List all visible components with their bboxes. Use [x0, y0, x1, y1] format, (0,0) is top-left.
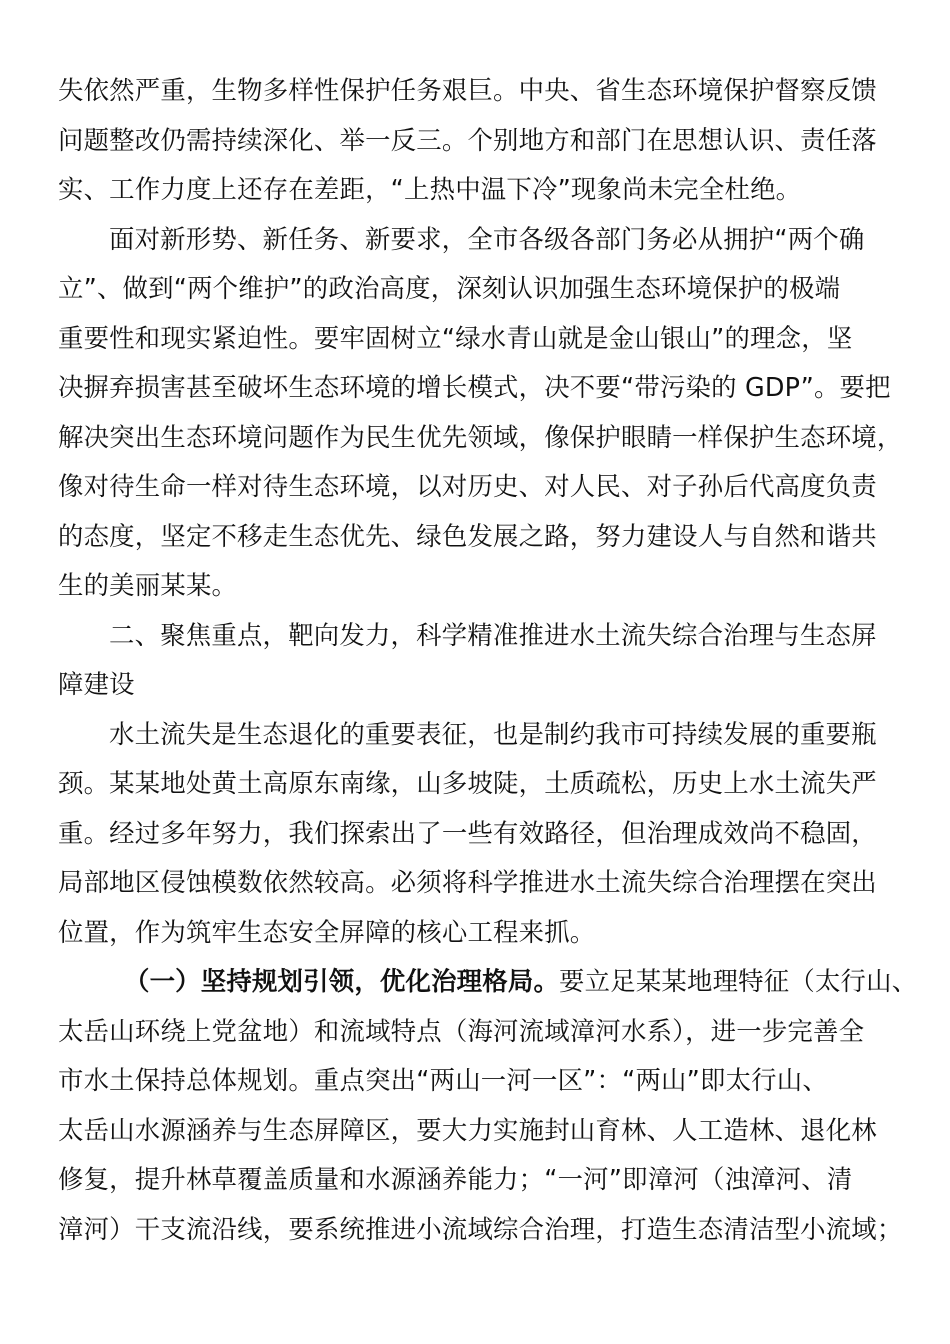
bold-subheading: （一）坚持规划引领，优化治理格局。	[124, 966, 560, 996]
text-line: 市水土保持总体规划。重点突出“两山一河一区”：“两山”即太行山、	[58, 1065, 828, 1095]
text-line: 的态度，坚定不移走生态优先、绿色发展之路，努力建设人与自然和谐共	[58, 520, 877, 551]
text-line: 决摒弃损害甚至破坏生态环境的增长模式，决不要“带污染的 GDP”。要把	[58, 372, 891, 402]
paragraph-start-line: 水土流失是生态退化的重要表征，也是制约我市可持续发展的重要瓶	[109, 718, 877, 749]
document-body	[58, 66, 918, 1254]
subheading-continuation: 要立足某某地理特征（太行山、	[559, 966, 918, 996]
text-line: 颈。某某地处黄土高原东南缘，山多坡陡，土质疏松，历史上水土流失严	[58, 768, 877, 798]
paragraph-start-line: 面对新形势、新任务、新要求，全市各级各部门务必从拥护“两个确	[109, 223, 865, 254]
text-line: 解决突出生态环境问题作为民生优先领域，像保护眼睛一样保护生态环境，	[58, 421, 903, 452]
text-line: 重要性和现实紧迫性。要牢固树立“绿水青山就是金山银山”的理念，坚	[58, 322, 853, 353]
text-line: 局部地区侵蚀模数依然较高。必须将科学推进水土流失综合治理摆在突出	[58, 867, 877, 897]
text-line: 失依然严重，生物多样性保护任务艰巨。中央、省生态环境保护督察反馈	[58, 75, 877, 105]
text-line: 修复，提升林草覆盖质量和水源涵养能力；“一河”即漳河（浊漳河、清	[58, 1164, 853, 1194]
text-line: 像对待生命一样对待生态环境，以对历史、对人民、对子孙后代高度负责	[58, 471, 877, 501]
text-line: 问题整改仍需持续深化、举一反三。个别地方和部门在思想认识、责任落	[58, 124, 877, 155]
text-line: 实、工作力度上还存在差距，“上热中温下冷”现象尚未完全杜绝。	[58, 174, 802, 204]
section-heading-line: 障建设	[58, 669, 135, 699]
text-line: 太岳山水源涵养与生态屏障区，要大力实施封山育林、人工造林、退化林	[58, 1114, 877, 1145]
text-line: 重。经过多年努力，我们探索出了一些有效路径，但治理成效尚不稳固，	[58, 817, 877, 848]
text-line: 生的美丽某某。	[58, 570, 238, 600]
text-line: 立”、做到“两个维护”的政治高度，深刻认识加强生态环境保护的极端	[58, 273, 841, 303]
subheading-line	[58, 957, 918, 1007]
section-heading-line: 二、聚焦重点，靶向发力，科学精准推进水土流失综合治理与生态屏	[109, 619, 877, 650]
text-line: 太岳山环绕上党盆地）和流域特点（海河流域漳河水系），进一步完善全	[58, 1015, 865, 1046]
text-line: 位置，作为筑牢生态安全屏障的核心工程来抓。	[58, 916, 596, 947]
text-line: 漳河）干支流沿线，要系统推进小流域综合治理，打造生态清洁型小流域；	[58, 1213, 903, 1244]
